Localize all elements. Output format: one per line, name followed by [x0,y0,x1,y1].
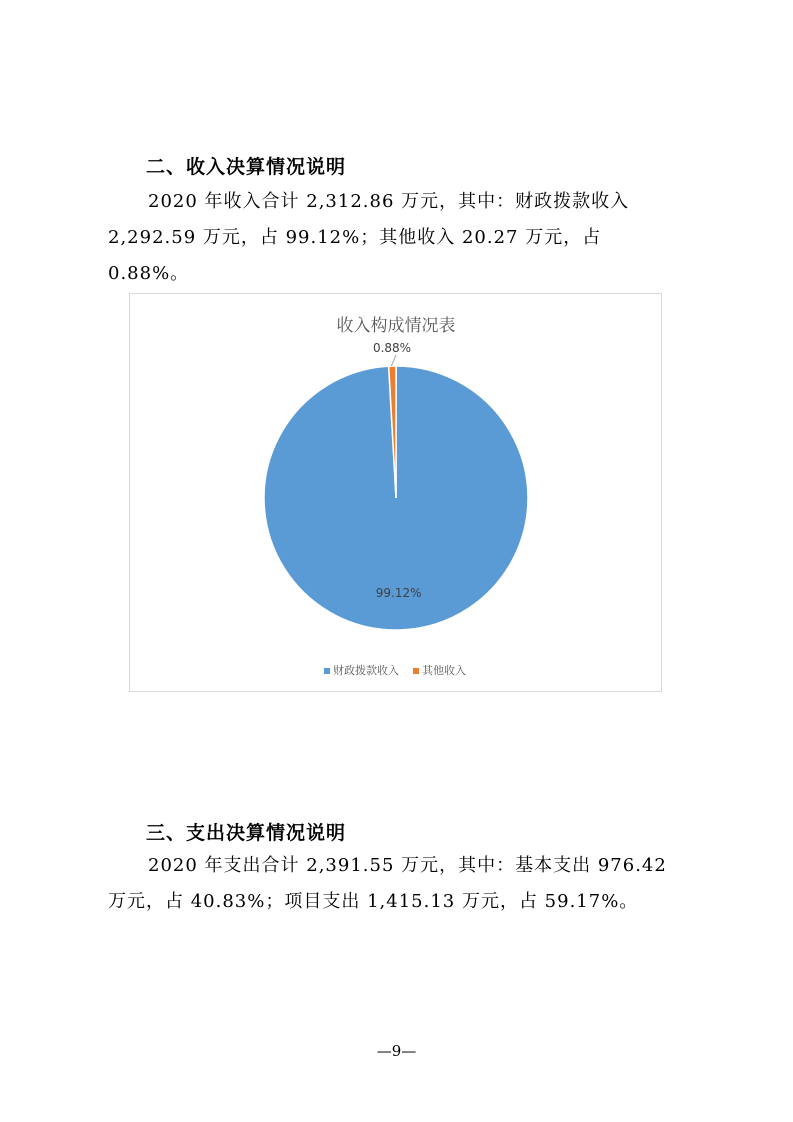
data-label-other: 0.88% [372,341,412,355]
legend-swatch-fiscal [324,668,330,674]
data-label-leader-line [391,355,396,366]
data-label-fiscal: 99.12% [375,586,422,601]
pie-chart-svg [130,294,663,693]
chart-title: 收入构成情况表 [336,316,456,336]
income-pie-chart [129,293,662,692]
chart-legend [324,663,466,677]
legend-label-other: 其他收入 [422,664,466,677]
expenditure-summary-paragraph: 2020 年支出合计 2,391.55 万元，其中：基本支出 976.42 万元，占 40.83%；项目支出 1,415.13 万元，占 59.17%。 [108,855,667,912]
legend-label-fiscal: 财政拨款收入 [333,664,399,677]
section-heading-income: 二、收入决算情况说明 [146,156,347,178]
income-summary-paragraph: 2020 年收入合计 2,312.86 万元，其中：财政拨款收入 2,292.59 万元，占 99.12%；其他收入 20.27 万元，占 0.88%。 [108,191,630,284]
legend-swatch-other [413,668,419,674]
page-number: —9— [376,1042,417,1060]
section-heading-expenditure: 三、支出决算情况说明 [146,822,347,844]
